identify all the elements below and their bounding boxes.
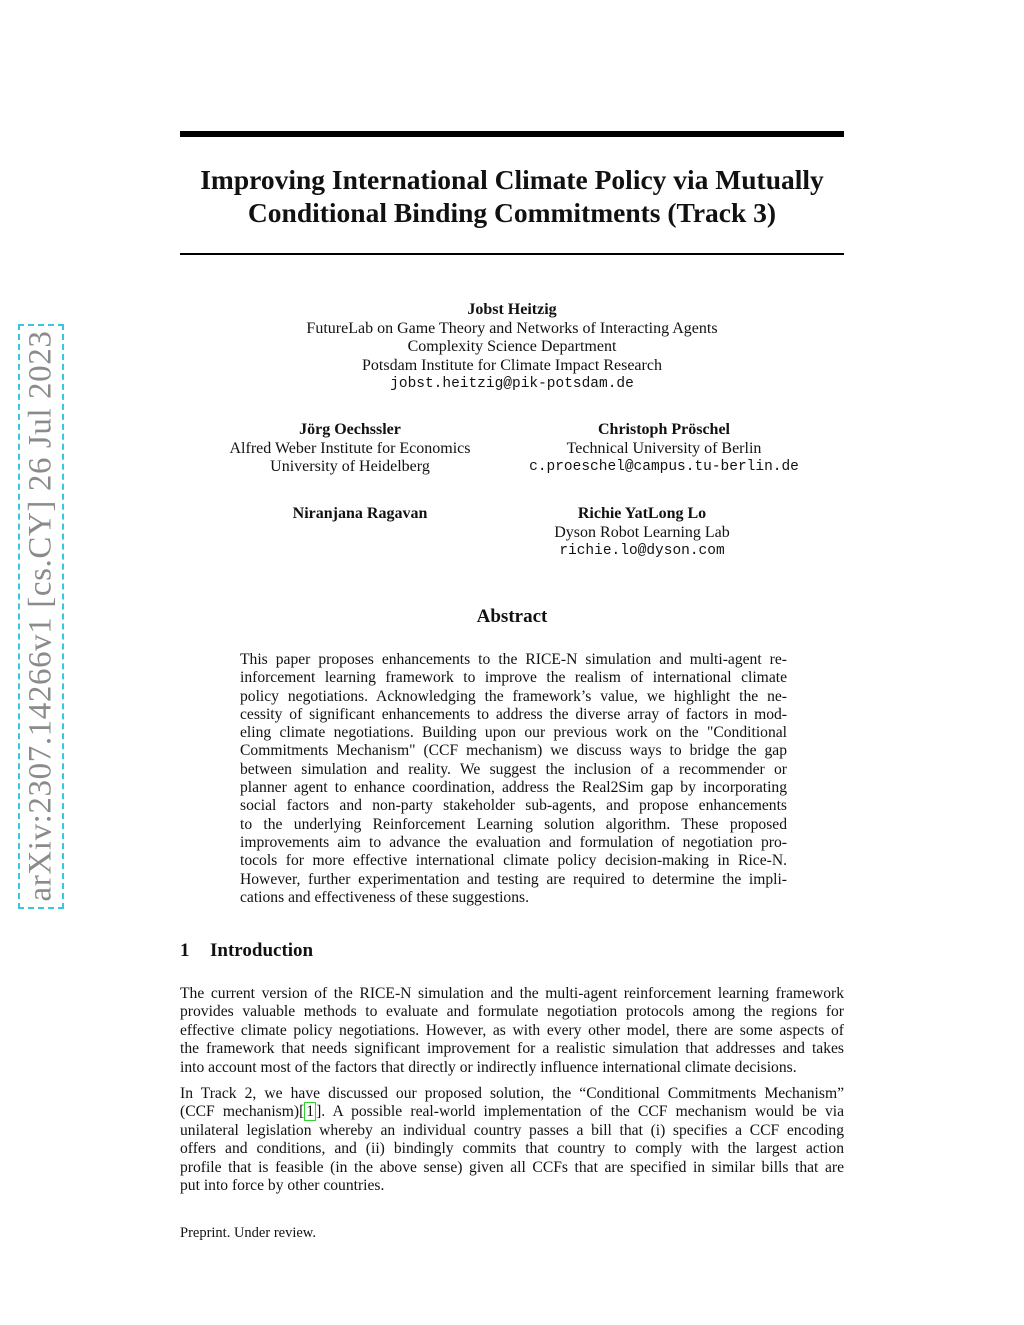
abstract-line: improvements aim to advance the evaluation and formulation of negotiation pro- <box>240 833 787 851</box>
author-block-heitzig <box>212 301 812 394</box>
title-line: Conditional Binding Commitments (Track 3) <box>247 197 777 228</box>
abstract-line: between simulation and reality. We suggest the inclusion of a recommender or <box>240 760 787 778</box>
abstract-heading: Abstract <box>476 606 548 627</box>
abstract-line: eling climate negotiations. Building upon our previous work on the "Conditional <box>240 724 787 742</box>
paragraph-line: the framework that needs significant improvement for a realistic simulation that addresses and takes <box>180 1040 844 1058</box>
author-block-lo <box>492 505 792 561</box>
author-name: Richie YatLong Lo <box>577 505 707 522</box>
arxiv-identifier[interactable]: arXiv:2307.14266v1 [cs.CY] 26 Jul 2023 <box>22 330 59 902</box>
abstract-body <box>240 651 787 907</box>
page-footer: Preprint. Under review. <box>180 1225 316 1241</box>
paragraph-text: ]. A possible real-world implementation of the CCF mechanism would be via <box>316 1103 844 1121</box>
abstract-line: tocols for more effective international climate policy decision-making in Rice-N. <box>240 852 787 870</box>
author-block-oechssler <box>200 421 500 477</box>
title-line: Improving International Climate Policy via Mutually <box>200 164 824 195</box>
abstract-line: inforcement learning framework to improve the realism of international climate <box>240 669 787 687</box>
author-email[interactable]: c.proeschel@campus.tu-berlin.de <box>529 459 799 475</box>
citation-link[interactable]: 1 <box>306 1103 315 1121</box>
abstract-line: This paper proposes enhancements to the RICE-N simulation and multi-agent re- <box>240 651 787 668</box>
author-affiliation: FutureLab on Game Theory and Networks of Interacting Agents <box>306 319 718 337</box>
paragraph-line: put into force by other countries. <box>180 1177 385 1195</box>
author-affiliation: Technical University of Berlin <box>566 439 762 457</box>
intro-paragraph-2 <box>180 1085 844 1195</box>
paragraph-line: effective climate policy negotiations. However, as with every other model, there are some aspects of <box>180 1021 844 1039</box>
paragraph-line: profile that is feasible (in the above sense) given all CCFs that are specified in similar bills that are <box>180 1158 844 1176</box>
paragraph-line: The current version of the RICE-N simulation and the multi-agent reinforcement learning framework <box>180 985 844 1002</box>
abstract-line: cessity of significant enhancements to address the diverse array of factors in mod- <box>240 705 787 723</box>
title-top-rule <box>180 131 844 137</box>
paragraph-line: into account most of the factors that directly or indirectly influence international climate decisions. <box>180 1058 797 1076</box>
section-heading-introduction <box>180 940 313 962</box>
author-block-proeschel <box>514 421 814 477</box>
author-name: Niranjana Ragavan <box>292 505 428 522</box>
abstract-line: policy negotiations. Acknowledging the framework’s value, we highlight the ne- <box>240 687 787 705</box>
intro-paragraph-1 <box>180 985 844 1077</box>
author-affiliation: Complexity Science Department <box>407 338 617 355</box>
section-title: Introduction <box>210 940 314 961</box>
paragraph-text: (CCF mechanism)[ <box>180 1103 305 1121</box>
section-number: 1 <box>180 940 190 961</box>
author-affiliation: Potsdam Institute for Climate Impact Research <box>362 356 662 374</box>
author-name: Jobst Heitzig <box>467 301 557 318</box>
paragraph-line-with-citation <box>180 1103 844 1121</box>
abstract-line: However, further experimentation and testing are required to determine the impli- <box>240 870 787 888</box>
author-block-ragavan <box>210 505 510 524</box>
abstract-line: Commitments Mechanism" (CCF mechanism) we discuss ways to bridge the gap <box>240 742 787 760</box>
paragraph-line: provides valuable methods to evaluate and formulate negotiation protocols among the regions for <box>180 1003 844 1021</box>
abstract-line: social factors and non-party stakeholder sub-agents, and propose enhancements <box>240 797 787 815</box>
author-email[interactable]: richie.lo@dyson.com <box>559 543 725 559</box>
abstract-line: planner agent to enhance coordination, address the Real2Sim gap by incorporating <box>240 779 787 797</box>
author-name: Christoph Pröschel <box>598 421 730 438</box>
paragraph-line: In Track 2, we have discussed our proposed solution, the “Conditional Commitments Mechanism” <box>180 1085 844 1102</box>
author-affiliation: University of Heidelberg <box>270 458 430 475</box>
paragraph-line: unilateral legislation whereby an individual country passes a bill that (i) specifies a CCF encoding <box>180 1121 844 1139</box>
author-affiliation: Dyson Robot Learning Lab <box>554 523 730 541</box>
abstract-line: to the underlying Reinforcement Learning solution algorithm. These proposed <box>240 815 787 833</box>
paragraph-line: offers and conditions, and (ii) bindingly commits that country to comply with the largest action <box>180 1140 844 1158</box>
author-email[interactable]: jobst.heitzig@pik-potsdam.de <box>390 376 634 392</box>
title-bottom-rule <box>180 253 844 255</box>
paper-title <box>150 163 874 229</box>
author-affiliation: Alfred Weber Institute for Economics <box>229 439 471 457</box>
abstract-line: cations and effectiveness of these suggestions. <box>240 888 529 906</box>
author-name: Jörg Oechssler <box>299 421 401 438</box>
